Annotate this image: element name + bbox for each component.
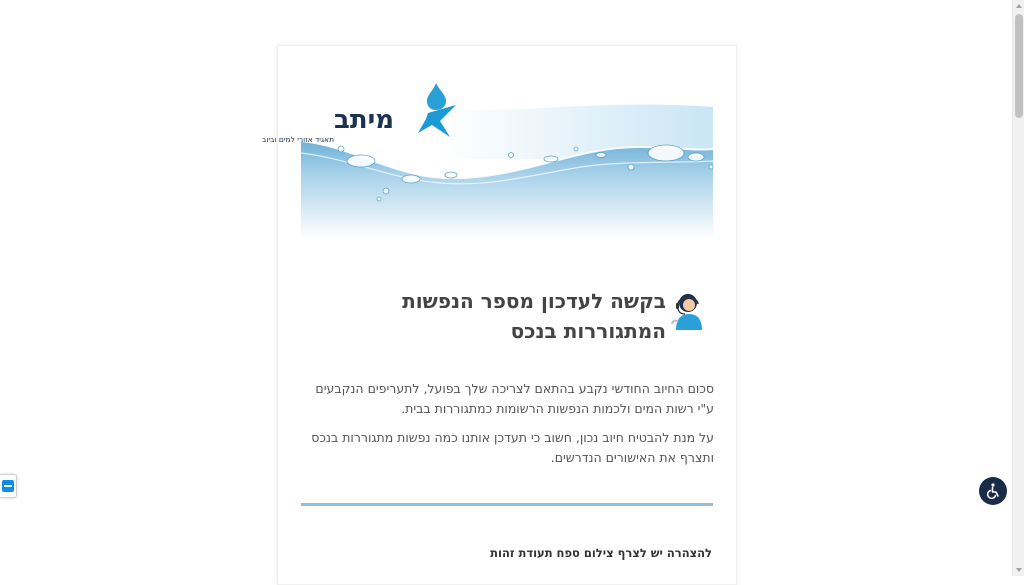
page-title: בקשה לעדכון מספר הנפשות המתגוררות בנכס — [402, 289, 666, 343]
info-paragraph-1: סכום החיוב החודשי נקבע בהתאם לצריכה שלך בפועל, לתעריפים הנקבעים ע"י רשות המים ולכמות הנפשות הרשומות כמתגוררות בבית. — [315, 381, 714, 416]
mitav-logo — [262, 81, 462, 147]
title-section — [318, 286, 704, 352]
vertical-scrollbar[interactable] — [1012, 0, 1024, 576]
logo-name: מיתב — [334, 105, 395, 135]
wheelchair-icon — [984, 482, 1002, 500]
logo-tagline: תאגיד אזורי למים וביוב — [262, 135, 334, 144]
form-card — [262, 45, 737, 585]
section-divider — [301, 503, 713, 506]
support-agent-icon — [670, 290, 704, 330]
attachment-note: להצהרה יש לצרף צילום ספח תעודת זהות — [490, 546, 712, 560]
scroll-down-icon[interactable] — [1013, 564, 1025, 576]
teamviewer-widget[interactable] — [0, 474, 17, 498]
accessibility-button[interactable] — [979, 477, 1007, 505]
logo-image — [262, 81, 462, 147]
scroll-up-icon[interactable] — [1013, 0, 1025, 12]
info-paragraph-2: על מנת להבטיח חיוב נכון, חשוב כי תעדכן אותנו כמה נפשות מתגוררות בנכס ותצרף את האישורים הנדרשים. — [311, 430, 714, 465]
scroll-thumb[interactable] — [1015, 14, 1023, 118]
teamviewer-icon — [2, 480, 14, 492]
